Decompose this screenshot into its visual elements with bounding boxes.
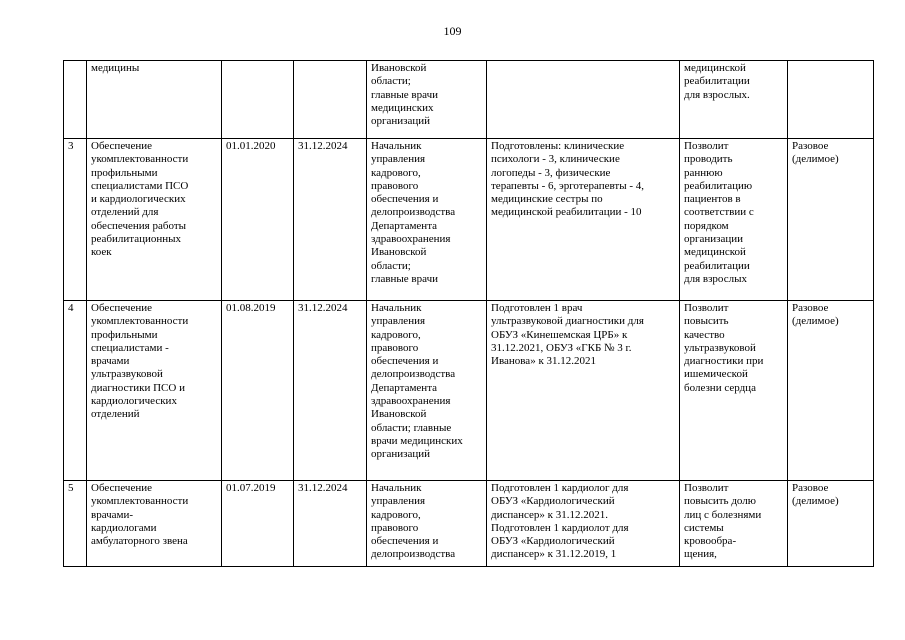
effect-line: ишемической [684, 368, 748, 381]
effect-line: пациентов в [684, 193, 741, 206]
result-line: Подготовлен 1 врач [491, 302, 583, 314]
measure-name-line: укомплектованности [91, 315, 189, 328]
effect-line: повысить [684, 315, 729, 328]
responsible-line: области; главные [371, 421, 452, 434]
responsible-line: обеспечения и [371, 193, 439, 206]
responsible-line: правового [371, 179, 419, 192]
measure-name-line: коек [91, 246, 112, 259]
result-line: психологи - 3, клинические [491, 153, 620, 166]
table-row [64, 139, 874, 301]
measure-name-line: кардиологами [91, 521, 157, 534]
measure-name-line: отделений [91, 408, 140, 421]
kind-cell [788, 139, 874, 301]
responsible-line: врачи медицинских [371, 434, 463, 447]
start-date-cell: 01.01.2020 [222, 139, 294, 301]
table-row [64, 301, 874, 481]
measure-name-line: врачами [91, 355, 130, 368]
effect-line: проводить [684, 153, 733, 166]
responsible-line: делопроизводства [371, 548, 456, 561]
responsible-line: области; [371, 75, 411, 88]
measure-name-line: обеспечения работы [91, 219, 187, 232]
responsible-line: правового [371, 521, 419, 534]
effect-line: диагностики при [684, 355, 764, 368]
end-date-cell [294, 61, 367, 139]
measure-name-line: Обеспечение [91, 482, 152, 494]
responsible-line: организаций [371, 448, 431, 461]
effect-line: реабилитацию [684, 179, 753, 192]
result-cell [487, 61, 680, 139]
responsible-line: обеспечения и [371, 355, 439, 368]
measure-name-line: профильными [91, 166, 158, 179]
page-number: 109 [443, 24, 462, 38]
effect-line: ультразвуковой [684, 341, 756, 354]
kind-line: (делимое) [792, 315, 839, 328]
effect-line: кровообра- [684, 535, 737, 548]
effect-line: для взрослых [684, 272, 747, 285]
effect-line: лиц с болезнями [684, 508, 762, 521]
row-number-cell: 4 [64, 301, 87, 481]
responsible-line: главные врачи [371, 88, 438, 101]
start-date-cell: 01.08.2019 [222, 301, 294, 481]
result-line: ОБУЗ «Кинешемская ЦРБ» к [491, 328, 628, 341]
measure-name-line: Обеспечение [91, 140, 152, 152]
result-cell [487, 481, 680, 567]
measures-table [63, 60, 874, 567]
kind-line: Разовое [792, 482, 829, 494]
responsible-cell [367, 139, 487, 301]
result-line: 31.12.2021, ОБУЗ «ГКБ № 3 г. [491, 341, 632, 354]
measure-name-line: кардиологических [91, 395, 177, 408]
measure-name-line: и кардиологических [91, 193, 186, 206]
responsible-line: Ивановской [371, 408, 427, 421]
measure-name-line: укомплектованности [91, 153, 189, 166]
responsible-line: управления [371, 153, 426, 166]
measure-name-line: ультразвуковой [91, 368, 163, 381]
result-cell [487, 139, 680, 301]
measure-name-line: специалистами - [91, 341, 169, 354]
effect-line: медицинской [684, 62, 746, 74]
effect-line: качество [684, 328, 725, 341]
row-number-cell: 5 [64, 481, 87, 567]
measure-name-line: укомплектованности [91, 495, 189, 508]
responsible-cell [367, 481, 487, 567]
measure-name-cell [87, 481, 222, 567]
result-line: терапевты - 6, эрготерапевты - 4, [491, 179, 645, 192]
result-line: медицинской реабилитации - 10 [491, 206, 642, 219]
responsible-cell [367, 61, 487, 139]
responsible-line: управления [371, 495, 426, 508]
measure-name-line: Обеспечение [91, 302, 152, 314]
row-number-cell: 3 [64, 139, 87, 301]
kind-cell [788, 61, 874, 139]
kind-line: (делимое) [792, 153, 839, 166]
measure-name-line: диагностики ПСО и [91, 381, 185, 394]
effect-line: щения, [684, 548, 717, 561]
responsible-line: Ивановской [371, 62, 427, 74]
responsible-line: управления [371, 315, 426, 328]
effect-line: реабилитации [684, 259, 750, 272]
measure-name-line: врачами- [91, 508, 134, 521]
responsible-line: здравоохранения [371, 395, 451, 408]
end-date-cell: 31.12.2024 [294, 301, 367, 481]
end-date-cell: 31.12.2024 [294, 139, 367, 301]
result-line: ОБУЗ «Кардиологический [491, 495, 615, 508]
kind-line: (делимое) [792, 495, 839, 508]
responsible-line: Начальник [371, 302, 422, 314]
result-line: логопеды - 3, физические [491, 166, 611, 179]
responsible-line: Департамента [371, 381, 438, 394]
responsible-line: делопроизводства [371, 206, 456, 219]
measure-name-line: амбулаторного звена [91, 535, 188, 548]
kind-cell [788, 301, 874, 481]
kind-line: Разовое [792, 140, 829, 152]
responsible-line: организаций [371, 115, 431, 128]
result-line: Подготовлен 1 кардиолот для [491, 521, 629, 534]
responsible-cell [367, 301, 487, 481]
end-date-cell: 31.12.2024 [294, 481, 367, 567]
kind-line: Разовое [792, 302, 829, 314]
result-line: Иванова» к 31.12.2021 [491, 355, 597, 368]
measure-name-line: отделений для [91, 206, 159, 219]
effect-line: медицинской [684, 246, 746, 259]
effect-line: организации [684, 233, 744, 246]
effect-cell [680, 301, 788, 481]
responsible-line: делопроизводства [371, 368, 456, 381]
effect-line: болезни сердца [684, 381, 756, 394]
measure-name-line: профильными [91, 328, 158, 341]
responsible-line: Ивановской [371, 246, 427, 259]
result-line: ультразвуковой диагностики для [491, 315, 644, 328]
result-line: диспансер» к 31.12.2019, 1 [491, 548, 617, 561]
effect-line: Позволит [684, 302, 729, 314]
start-date-cell: 01.07.2019 [222, 481, 294, 567]
effect-cell [680, 481, 788, 567]
effect-line: реабилитации [684, 75, 750, 88]
effect-line: повысить долю [684, 495, 756, 508]
responsible-line: кадрового, [371, 166, 421, 179]
measure-name-line: медицины [91, 62, 140, 74]
measure-name-line: специалистами ПСО [91, 179, 189, 192]
responsible-line: обеспечения и [371, 535, 439, 548]
responsible-line: медицинских [371, 101, 434, 114]
measure-name-cell [87, 139, 222, 301]
responsible-line: области; [371, 259, 411, 272]
measure-name-cell [87, 301, 222, 481]
effect-line: порядком [684, 219, 729, 232]
result-line: Подготовлен 1 кардиолог для [491, 482, 629, 494]
table-row [64, 481, 874, 567]
effect-line: Позволит [684, 482, 729, 494]
effect-line: для взрослых. [684, 88, 750, 101]
responsible-line: кадрового, [371, 328, 421, 341]
start-date-cell [222, 61, 294, 139]
effect-cell [680, 61, 788, 139]
effect-line: Позволит [684, 140, 729, 152]
effect-line: системы [684, 521, 724, 534]
result-line: диспансер» к 31.12.2021. [491, 508, 609, 521]
responsible-line: Департамента [371, 219, 438, 232]
row-number-cell [64, 61, 87, 139]
responsible-line: Начальник [371, 140, 422, 152]
effect-line: раннюю [684, 166, 723, 179]
effect-line: соответствии с [684, 206, 754, 219]
responsible-line: Начальник [371, 482, 422, 494]
table-row [64, 61, 874, 139]
kind-cell [788, 481, 874, 567]
responsible-line: главные врачи [371, 272, 438, 285]
responsible-line: кадрового, [371, 508, 421, 521]
responsible-line: здравоохранения [371, 233, 451, 246]
measure-name-line: реабилитационных [91, 233, 182, 246]
result-cell [487, 301, 680, 481]
measure-name-cell [87, 61, 222, 139]
result-line: ОБУЗ «Кардиологический [491, 535, 615, 548]
result-line: Подготовлены: клинические [491, 140, 625, 152]
result-line: медицинские сестры по [491, 193, 603, 206]
effect-cell [680, 139, 788, 301]
responsible-line: правового [371, 341, 419, 354]
